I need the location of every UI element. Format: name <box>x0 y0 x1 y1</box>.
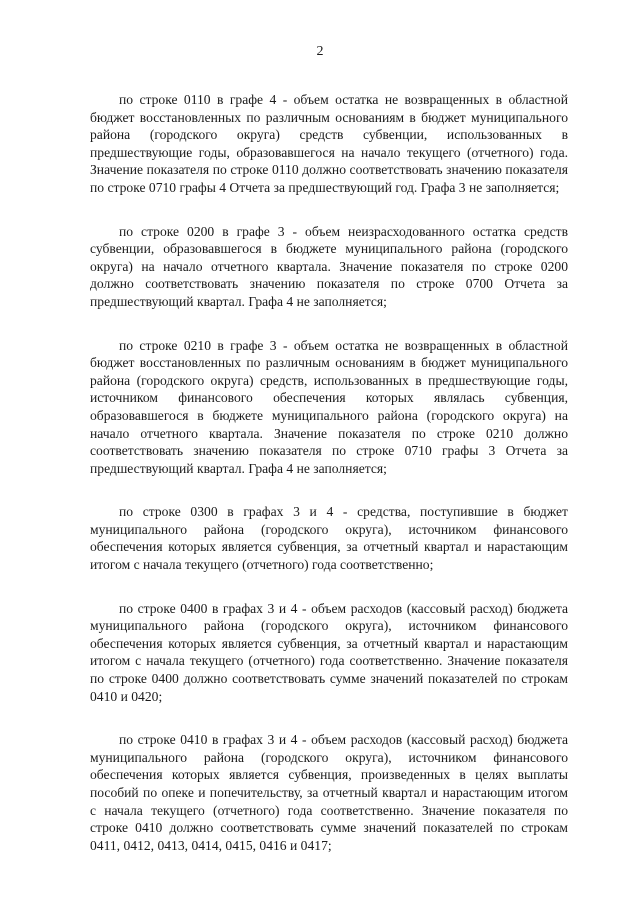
paragraph-line-0110: по строке 0110 в графе 4 - объем остатка не возвращенных в областной бюджет восстановленных по различным основаниям в бюджет муниципального района (городского округа) средств субвенции, использованных в предшествующие годы, образовавшегося на начало текущего (отчетного) года. Значение показателя по строке 0110 должно соответствовать значению показателя по строке 0710 графы 4 Отчета за предшествующий год. Графа 3 не заполняется; <box>90 92 568 195</box>
paragraph-line-0400: по строке 0400 в графах 3 и 4 - объем расходов (кассовый расход) бюджета муниципального района (городского округа), источником финансового обеспечения которых является субвенция, за отчетный квартал и нарастающим итогом с начала текущего (отчетного) года соответственно. Значение показателя по строке 0400 должно соответствовать сумме значений показателей по строкам 0410 и 0420; <box>90 600 568 704</box>
page-number: 2 <box>316 44 324 59</box>
document-body <box>90 91 568 880</box>
paragraph-line-0300: по строке 0300 в графах 3 и 4 - средства, поступившие в бюджет муниципального района (городского округа), источником финансового обеспечения которых является субвенция, за отчетный квартал и нарастающим итогом с начала текущего (отчетного) года соответственно; <box>90 504 568 573</box>
paragraph-line-0410: по строке 0410 в графах 3 и 4 - объем расходов (кассовый расход) бюджета муниципального района (городского округа), источником финансового обеспечения которых является субвенция, произведенных в целях выплаты пособий по опеке и попечительству, за отчетный квартал и нарастающим итогом с начала текущего (отчетного) года соответственно. Значение показателя по строке 0410 должно соответствовать сумме значений показателей по строкам 0411, 0412, 0413, 0414, 0415, 0416 и 0417; <box>90 732 568 853</box>
paragraph-line-0210: по строке 0210 в графе 3 - объем остатка не возвращенных в областной бюджет восстановленных по различным основаниям в бюджет муниципального района (городского округа) средств, использованных в предшествующие годы, источником финансового обеспечения которых являлась субвенция, образовавшегося в бюджете муниципального района (городского округа) на начало отчетного квартала. Значение показателя по строке 0210 должно соответствовать значению показателя по строке 0710 графы 3 Отчета за предшествующий квартал. Графа 4 не заполняется; <box>90 337 568 476</box>
paragraph-line-0200: по строке 0200 в графе 3 - объем неизрасходованного остатка средств субвенции, образовавшегося в бюджете муниципального района (городского округа) на начало отчетного квартала. Значение показателя по строке 0200 должно соответствовать значению показателя по строке 0700 Отчета за предшествующий квартал. Графа 4 не заполняется; <box>90 223 568 309</box>
